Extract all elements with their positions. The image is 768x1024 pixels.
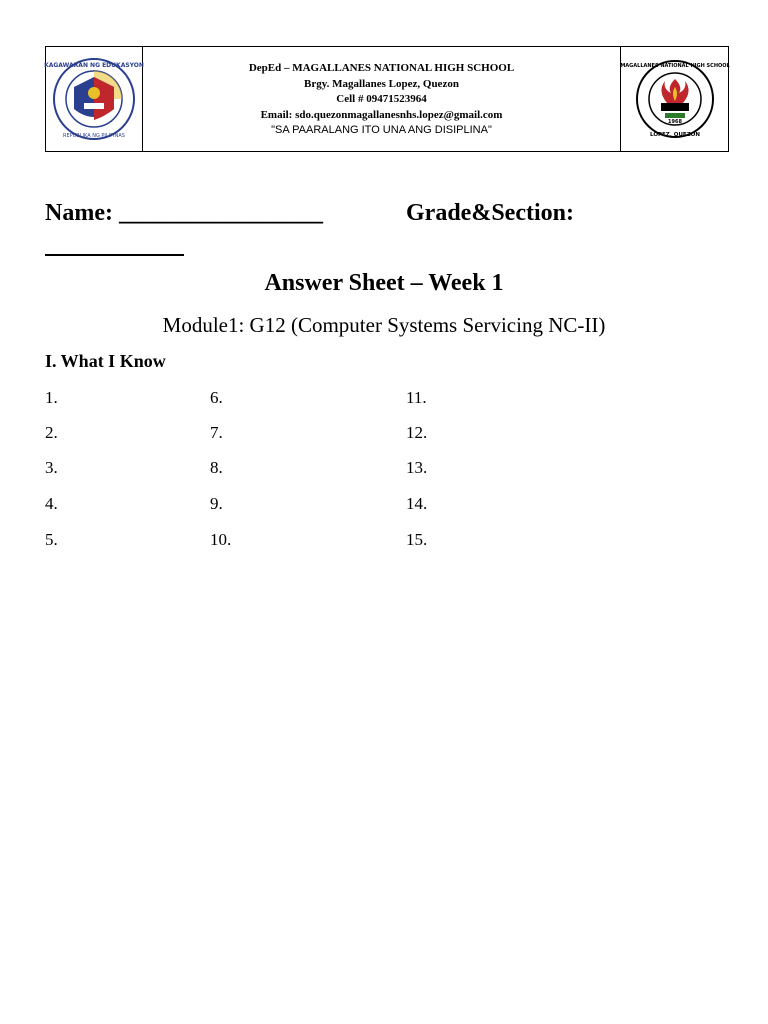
school-header: [45, 46, 729, 152]
svg-text:REPUBLIKA NG PILIPINAS: REPUBLIKA NG PILIPINAS: [63, 133, 125, 139]
answer-item-number: 11.: [406, 388, 427, 407]
school-info: [143, 47, 620, 151]
school-cell: Cell # 09471523964: [336, 93, 427, 106]
answer-item-number: 12.: [406, 423, 428, 442]
answer-item-number: 7.: [210, 423, 223, 442]
answer-item-number: 9.: [210, 494, 223, 513]
grade-section-blank[interactable]: [45, 254, 184, 256]
answer-item-number: 8.: [210, 458, 223, 477]
module-subtitle: Module1: G12 (Computer Systems Servicing NC-II): [162, 313, 606, 337]
svg-text:LOPEZ, QUEZON: LOPEZ, QUEZON: [649, 132, 700, 138]
school-name: DepEd – MAGALLANES NATIONAL HIGH SCHOOL: [248, 62, 515, 75]
answer-item-number: 2.: [45, 423, 58, 442]
section-heading: I. What I Know: [45, 351, 166, 371]
answer-item-number: 13.: [406, 458, 428, 477]
school-seal-cell: [620, 47, 728, 151]
answer-item-number: 1.: [45, 388, 58, 407]
answer-item-number: 4.: [45, 494, 58, 513]
answer-item-number: 3.: [45, 458, 58, 477]
page-title: Answer Sheet – Week 1: [264, 270, 504, 296]
answer-item-number: 15.: [406, 530, 428, 549]
answer-item-number: 6.: [210, 388, 223, 407]
school-motto: "SA PAARALANG ITO UNA ANG DISIPLINA": [271, 124, 492, 137]
name-grade-row: [45, 198, 745, 228]
deped-seal-icon: [44, 57, 144, 141]
answer-item-number: 10.: [210, 530, 232, 549]
answer-item-number: 5.: [45, 530, 58, 549]
svg-text:KAGAWARAN NG EDUKASYON: KAGAWARAN NG EDUKASYON: [44, 62, 144, 69]
school-seal-icon: [619, 57, 730, 141]
svg-text:MAGALLANES NATIONAL HIGH SCHOO: MAGALLANES NATIONAL HIGH SCHOOL: [619, 63, 730, 69]
deped-seal-cell: [46, 47, 143, 151]
school-email: Email: sdo.quezonmagallanesnhs.lopez@gmail.com: [260, 108, 503, 121]
school-address: Brgy. Magallanes Lopez, Quezon: [304, 77, 459, 90]
name-field[interactable]: Name: _________________: [45, 200, 323, 226]
svg-text:1968: 1968: [667, 119, 682, 125]
grade-section-label: Grade&Section:: [406, 200, 574, 226]
answer-item-number: 14.: [406, 494, 428, 513]
